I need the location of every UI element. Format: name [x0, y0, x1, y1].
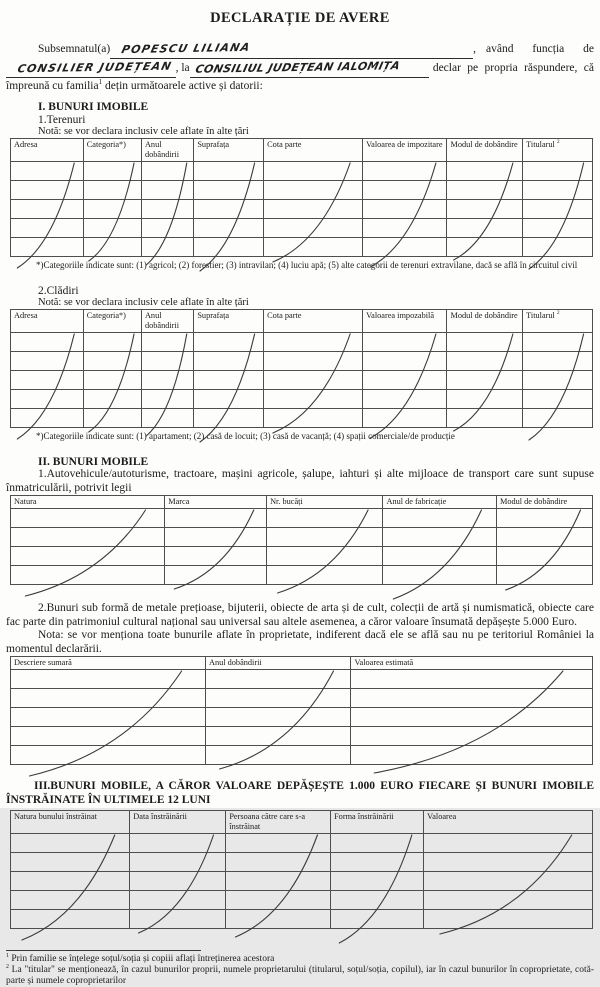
empty-cell — [383, 509, 496, 528]
empty-cell — [264, 219, 363, 238]
footnote-2-text: La "titular" se menționează, în cazul bunurilor proprii, numele proprietarului (titularul, soțul/soția, copilul), iar în cazul bunurilor în coproprietate, cotă-parte și numele coproprietarilor — [6, 965, 595, 986]
empty-cell — [383, 566, 496, 585]
empty-cell — [11, 872, 130, 891]
empty-cell — [523, 219, 593, 238]
empty-cell — [11, 746, 206, 765]
empty-cell — [226, 910, 331, 929]
column-header: Data înstrăinării — [130, 811, 226, 834]
cladiri-table-wrap — [10, 309, 593, 428]
empty-cell — [496, 509, 592, 528]
footnote-1-text: Prin familie se înțelege soțul/soția și copiii aflați întreținerea acestora — [11, 954, 275, 964]
empty-cell — [226, 853, 331, 872]
empty-cell — [141, 352, 193, 371]
empty-cell — [165, 528, 267, 547]
empty-cell — [165, 509, 267, 528]
empty-row — [11, 547, 593, 566]
metale-paragraph: 2.Bunuri sub formă de metale prețioase, bijuterii, obiecte de arta și de cult, colecții de artă și numismatică, obiecte care fac parte din patrimoniul cultural național sau universal sau altele asemenea, a căror valoare însumată depășește 5.000 Euro. — [6, 602, 594, 628]
empty-cell — [351, 746, 593, 765]
empty-cell — [83, 371, 141, 390]
autovehicule-table — [10, 495, 593, 585]
column-header: Adresa — [11, 139, 84, 162]
empty-row — [11, 238, 593, 257]
footnote-2-ref: 2 — [6, 963, 9, 970]
empty-cell — [523, 333, 593, 352]
empty-cell — [205, 708, 351, 727]
empty-cell — [523, 200, 593, 219]
empty-cell — [11, 853, 130, 872]
empty-cell — [83, 238, 141, 257]
empty-cell — [11, 238, 84, 257]
empty-cell — [83, 219, 141, 238]
empty-cell — [496, 566, 592, 585]
empty-cell — [11, 891, 130, 910]
footnote-2 — [6, 965, 594, 987]
having-function-text: având funcția de — [486, 43, 594, 55]
empty-cell — [363, 352, 447, 371]
empty-cell — [264, 200, 363, 219]
empty-cell — [363, 200, 447, 219]
column-header: Cota parte — [264, 310, 363, 333]
empty-cell — [11, 670, 206, 689]
cladiri-note: Notă: se vor declara inclusiv cele aflate în alte țări — [38, 297, 249, 308]
empty-cell — [267, 547, 383, 566]
empty-cell — [141, 333, 193, 352]
empty-cell — [264, 409, 363, 428]
empty-cell — [267, 509, 383, 528]
empty-row — [11, 834, 593, 853]
empty-cell — [496, 547, 592, 566]
empty-row — [11, 181, 593, 200]
footnote-1-ref: 1 — [6, 952, 9, 959]
name-field — [110, 40, 473, 59]
empty-cell — [447, 238, 523, 257]
empty-cell — [141, 390, 193, 409]
empty-row — [11, 727, 593, 746]
column-header: Valoarea impozabilă — [363, 310, 447, 333]
empty-row — [11, 409, 593, 428]
empty-cell — [447, 352, 523, 371]
handwritten-function: CONSILIER JUDEȚEAN — [16, 59, 174, 76]
empty-cell — [447, 219, 523, 238]
empty-cell — [11, 689, 206, 708]
empty-cell — [226, 872, 331, 891]
empty-cell — [194, 371, 264, 390]
empty-cell — [363, 219, 447, 238]
empty-cell — [141, 409, 193, 428]
terenuri-table-wrap — [10, 138, 593, 257]
empty-cell — [11, 181, 84, 200]
column-header: Nr. bucăți — [267, 496, 383, 509]
empty-cell — [11, 547, 165, 566]
empty-row — [11, 528, 593, 547]
cladiri-subtitle: 2.Clădiri — [38, 285, 79, 297]
la-label: , la — [175, 62, 190, 74]
terenuri-subtitle: 1.Terenuri — [38, 114, 86, 126]
column-header: Anul dobândirii — [141, 139, 193, 162]
empty-cell — [141, 162, 193, 181]
column-header: Valoarea de impozitare — [363, 139, 447, 162]
column-header: Modul de dobândire — [496, 496, 592, 509]
empty-cell — [447, 162, 523, 181]
empty-row — [11, 689, 593, 708]
empty-cell — [130, 872, 226, 891]
handwritten-name: POPESCU LILIANA — [120, 40, 253, 57]
empty-cell — [383, 547, 496, 566]
empty-cell — [351, 689, 593, 708]
terenuri-categories-footnote: *)Categoriile indicate sunt: (1) agricol; (2) forestier; (3) intravilan; (4) luciu apă; (5) alte categorii de terenuri extravilane, dacă se află în circuitul civil — [36, 260, 578, 270]
empty-row — [11, 352, 593, 371]
instrainate-table-wrap — [10, 810, 593, 929]
empty-cell — [363, 162, 447, 181]
empty-row — [11, 162, 593, 181]
empty-cell — [11, 333, 84, 352]
empty-row — [11, 566, 593, 585]
empty-cell — [11, 409, 84, 428]
empty-cell — [11, 200, 84, 219]
empty-cell — [130, 891, 226, 910]
handwritten-institution: CONSILIUL JUDEȚEAN IALOMIȚA — [193, 59, 402, 76]
empty-cell — [194, 181, 264, 200]
empty-cell — [331, 853, 424, 872]
empty-cell — [523, 181, 593, 200]
empty-cell — [11, 708, 206, 727]
column-header: Suprafața — [194, 139, 264, 162]
empty-cell — [523, 409, 593, 428]
empty-cell — [130, 910, 226, 929]
empty-cell — [83, 181, 141, 200]
empty-cell — [205, 746, 351, 765]
intro-paragraph — [6, 40, 594, 95]
empty-cell — [264, 352, 363, 371]
empty-cell — [264, 333, 363, 352]
empty-cell — [226, 891, 331, 910]
empty-row — [11, 390, 593, 409]
intro-line-3 — [6, 78, 594, 95]
empty-cell — [267, 528, 383, 547]
empty-cell — [264, 371, 363, 390]
column-header: Persoana către care s-a înstrăinat — [226, 811, 331, 834]
intro-line-2 — [6, 59, 594, 78]
empty-cell — [11, 162, 84, 181]
empty-cell — [194, 333, 264, 352]
empty-cell — [11, 528, 165, 547]
empty-cell — [447, 333, 523, 352]
empty-cell — [141, 200, 193, 219]
empty-cell — [363, 238, 447, 257]
empty-row — [11, 708, 593, 727]
column-header: Anul de fabricație — [383, 496, 496, 509]
empty-cell — [83, 409, 141, 428]
empty-cell — [447, 390, 523, 409]
footnote-ref-1: 1 — [98, 78, 103, 87]
empty-cell — [11, 509, 165, 528]
declaration-text: declar pe propria răspundere, că — [432, 62, 594, 74]
empty-cell — [11, 727, 206, 746]
empty-cell — [11, 566, 165, 585]
empty-cell — [83, 352, 141, 371]
empty-cell — [447, 181, 523, 200]
empty-cell — [363, 181, 447, 200]
empty-cell — [205, 727, 351, 746]
autovehicule-paragraph: 1.Autovehicule/autoturisme, tractoare, mașini agricole, șalupe, iahturi și alte mijloace de transport care sunt supuse înmatriculării, potrivit legii — [6, 468, 594, 494]
empty-cell — [523, 352, 593, 371]
section-1-heading: I. BUNURI IMOBILE — [38, 101, 149, 113]
footnote-1 — [6, 954, 594, 965]
section-2-heading: II. BUNURI MOBILE — [38, 456, 149, 468]
assets-text: dețin următoarele active și datorii: — [102, 80, 263, 92]
empty-cell — [165, 566, 267, 585]
metale-table-wrap — [10, 656, 593, 765]
comma: , — [473, 43, 476, 55]
document-title: DECLARAȚIE DE AVERE — [210, 10, 390, 26]
empty-cell — [205, 689, 351, 708]
column-header: Natura bunului înstrăinat — [11, 811, 130, 834]
empty-cell — [424, 834, 593, 853]
empty-row — [11, 371, 593, 390]
empty-cell — [264, 181, 363, 200]
empty-cell — [141, 219, 193, 238]
empty-row — [11, 853, 593, 872]
empty-cell — [130, 853, 226, 872]
empty-cell — [264, 162, 363, 181]
empty-cell — [194, 219, 264, 238]
institution-field — [190, 59, 429, 78]
empty-cell — [11, 910, 130, 929]
empty-cell — [194, 390, 264, 409]
column-header: Forma înstrăinării — [331, 811, 424, 834]
empty-cell — [363, 333, 447, 352]
empty-cell — [447, 409, 523, 428]
empty-cell — [11, 390, 84, 409]
empty-cell — [205, 670, 351, 689]
empty-cell — [83, 200, 141, 219]
empty-cell — [351, 727, 593, 746]
empty-cell — [141, 181, 193, 200]
column-header: Adresa — [11, 310, 84, 333]
empty-row — [11, 910, 593, 929]
empty-cell — [331, 872, 424, 891]
cladiri-categories-footnote: *)Categoriile indicate sunt: (1) apartament; (2) casă de locuit; (3) casă de vacanță; (4) spații comerciale/de producție — [36, 431, 455, 441]
column-header: Valoarea estimată — [351, 657, 593, 670]
empty-cell — [424, 910, 593, 929]
column-header: Categoria*) — [83, 139, 141, 162]
terenuri-table — [10, 138, 593, 257]
empty-cell — [523, 238, 593, 257]
empty-cell — [194, 352, 264, 371]
empty-cell — [331, 910, 424, 929]
column-header: Anul dobândirii — [141, 310, 193, 333]
empty-cell — [496, 528, 592, 547]
empty-cell — [447, 371, 523, 390]
empty-cell — [363, 390, 447, 409]
empty-row — [11, 200, 593, 219]
empty-row — [11, 891, 593, 910]
empty-cell — [331, 834, 424, 853]
column-header: Anul dobândirii — [205, 657, 351, 670]
column-header: Categoria*) — [83, 310, 141, 333]
column-header: Titularul $^2$ — [523, 310, 593, 333]
intro-line-1 — [6, 40, 594, 59]
empty-cell — [363, 409, 447, 428]
empty-cell — [194, 409, 264, 428]
empty-row — [11, 509, 593, 528]
empty-cell — [11, 371, 84, 390]
empty-row — [11, 872, 593, 891]
empty-cell — [11, 219, 84, 238]
empty-cell — [523, 162, 593, 181]
empty-cell — [383, 528, 496, 547]
column-header: Modul de dobândire — [447, 310, 523, 333]
empty-cell — [11, 834, 130, 853]
empty-cell — [83, 333, 141, 352]
column-header: Natura — [11, 496, 165, 509]
section-3-heading: III.BUNURI MOBILE, A CĂROR VALOARE DEPĂȘEȘTE 1.000 EURO FIECARE ȘI BUNURI IMOBILE ÎNSTRĂINATE ÎN ULTIMELE 12 LUNI — [6, 780, 594, 806]
instrainate-table — [10, 810, 593, 929]
empty-cell — [424, 891, 593, 910]
empty-cell — [141, 371, 193, 390]
empty-cell — [363, 371, 447, 390]
empty-row — [11, 333, 593, 352]
cladiri-table — [10, 309, 593, 428]
empty-cell — [424, 872, 593, 891]
subsemnatul-label: Subsemnatul(a) — [38, 43, 111, 55]
empty-cell — [130, 834, 226, 853]
empty-cell — [264, 238, 363, 257]
empty-row — [11, 670, 593, 689]
column-header: Titularul $^2$ — [523, 139, 593, 162]
empty-cell — [194, 238, 264, 257]
function-field — [6, 59, 176, 78]
empty-cell — [83, 390, 141, 409]
autovehicule-table-wrap — [10, 495, 593, 585]
empty-cell — [331, 891, 424, 910]
metale-table — [10, 656, 593, 765]
empty-cell — [194, 200, 264, 219]
empty-cell — [351, 670, 593, 689]
empty-cell — [83, 162, 141, 181]
empty-row — [11, 219, 593, 238]
empty-row — [11, 746, 593, 765]
empty-cell — [351, 708, 593, 727]
column-header: Valoarea — [424, 811, 593, 834]
empty-cell — [165, 547, 267, 566]
empty-cell — [194, 162, 264, 181]
empty-cell — [267, 566, 383, 585]
family-text: împreună cu familia — [6, 80, 99, 92]
empty-cell — [141, 238, 193, 257]
column-header: Descriere sumară — [11, 657, 206, 670]
metale-note: Nota: se vor menționa toate bunurile aflate în proprietate, indiferent dacă ele se află sau nu pe teritoriul României la momentul declarării. — [6, 629, 594, 655]
column-header: Marca — [165, 496, 267, 509]
empty-cell — [264, 390, 363, 409]
column-header: Suprafața — [194, 310, 264, 333]
empty-cell — [447, 200, 523, 219]
column-header: Modul de dobândire — [447, 139, 523, 162]
footnote-divider — [6, 950, 201, 951]
empty-cell — [11, 352, 84, 371]
empty-cell — [424, 853, 593, 872]
terenuri-note: Notă: se vor declara inclusiv cele aflate în alte țări — [38, 126, 249, 137]
empty-cell — [523, 390, 593, 409]
column-header: Cota parte — [264, 139, 363, 162]
empty-cell — [523, 371, 593, 390]
empty-cell — [226, 834, 331, 853]
